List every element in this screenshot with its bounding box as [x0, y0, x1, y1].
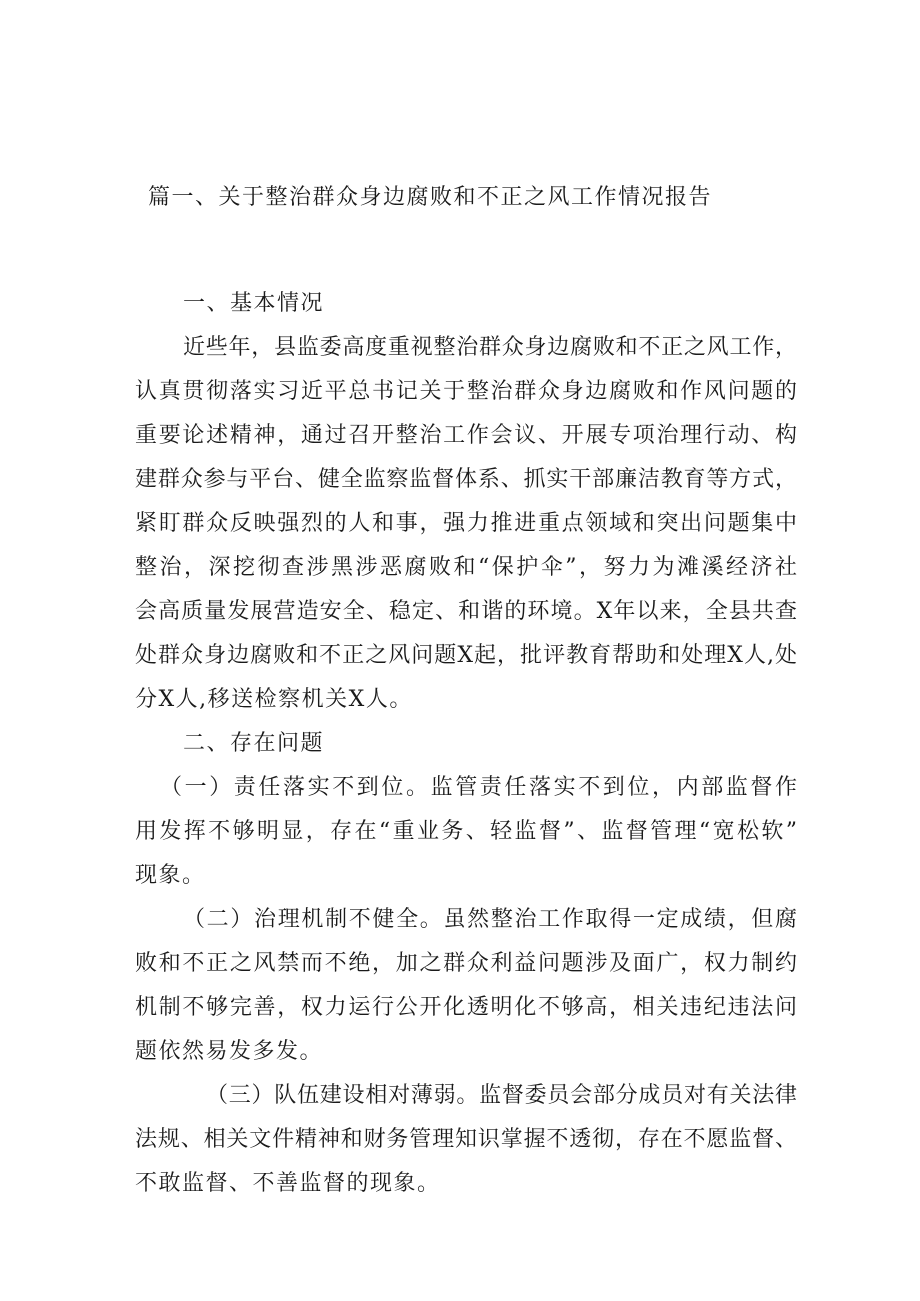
paragraph-line: 紧盯群众反映强烈的人和事，强力推进重点领域和突出问题集中 [135, 511, 799, 536]
paragraph-line: 认真贯彻落实习近平总书记关于整治群众身边腐败和作风问题的 [135, 379, 799, 404]
paragraph-line: 机制不够完善，权力运行公开化透明化不够高，相关违纪违法问 [135, 995, 799, 1020]
document-title: 篇一、关于整治群众身边腐败和不正之风工作情况报告 [148, 185, 713, 210]
section-heading-problems: 二、存在问题 [183, 731, 325, 756]
paragraph-line: 建群众参与平台、健全监察监督体系、抓实干部廉洁教育等方式， [135, 467, 798, 492]
paragraph-line: （三）队伍建设相对薄弱。监督委员会部分成员对有关法律 [206, 1083, 798, 1108]
paragraph-line: 题依然易发多发。 [135, 1039, 324, 1064]
paragraph-line: 重要论述精神，通过召开整治工作会议、开展专项治理行动、构 [135, 423, 799, 448]
paragraph-line: （一）责任落实不到位。监管责任落实不到位，内部监督作 [160, 775, 800, 800]
paragraph-line: 近些年，县监委高度重视整治群众身边腐败和不正之风工作， [183, 335, 798, 360]
paragraph-line: 处群众身边腐败和不正之风问题X起，批评教育帮助和处理X人,处 [135, 643, 799, 668]
paragraph-line: 分X人,移送检察机关X人。 [135, 687, 413, 712]
paragraph-line: 用发挥不够明显，存在“重业务、轻监督”、监督管理“宽松软” [135, 819, 800, 844]
paragraph-line: 败和不正之风禁而不绝，加之群众利益问题涉及面广，权力制约 [135, 951, 799, 976]
paragraph-line: 会高质量发展营造安全、稳定、和谐的环境。X年以来，全县共查 [135, 599, 799, 624]
paragraph-line: 法规、相关文件精神和财务管理知识掌握不透彻，存在不愿监督、 [135, 1127, 798, 1152]
section-heading-basic: 一、基本情况 [183, 291, 325, 316]
paragraph-line: 不敢监督、不善监督的现象。 [135, 1171, 441, 1196]
paragraph-line: 现象。 [135, 863, 206, 888]
paragraph-line: （二）治理机制不健全。虽然整治工作取得一定成绩，但腐 [183, 907, 799, 932]
paragraph-line: 整治，深挖彻查涉黑涉恶腐败和“保护伞”，努力为滩溪经济社 [135, 555, 800, 580]
